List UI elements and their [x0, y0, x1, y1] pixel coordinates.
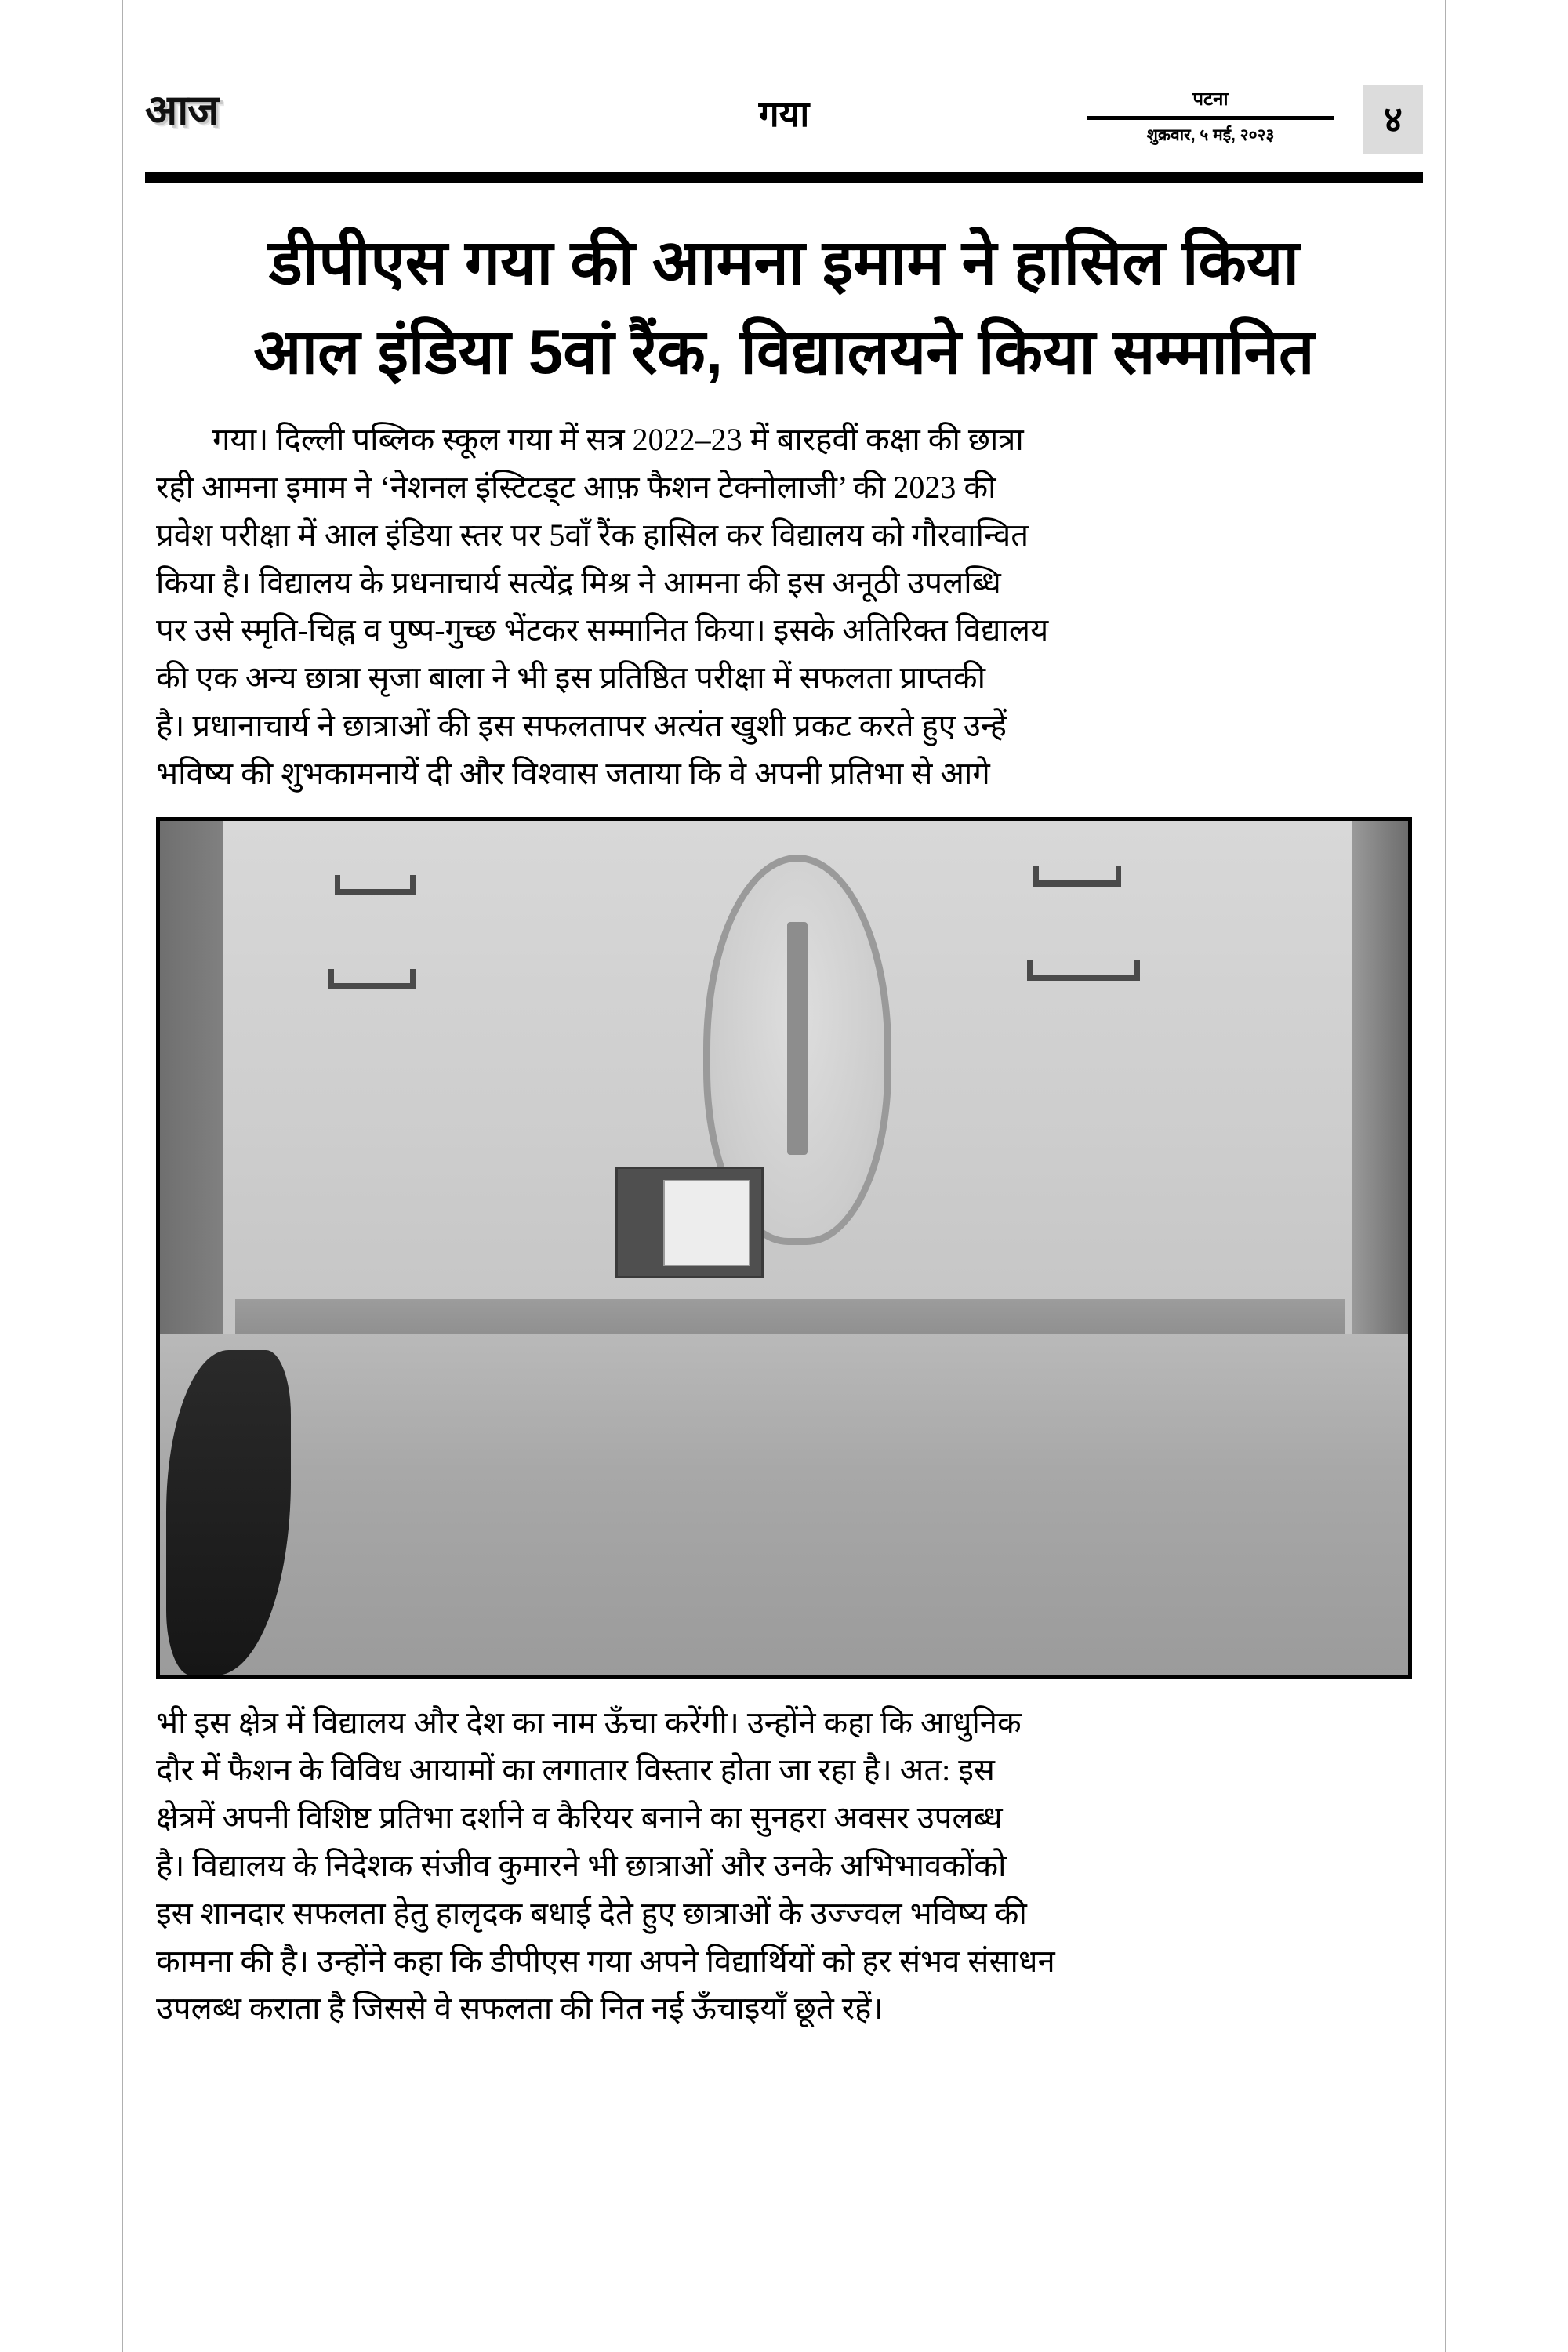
paragraph-line: पर उसे स्मृति-चिह्न व पुष्प-गुच्छ भेंटकर सम्मानित किया। इसके अतिरिक्त विद्यालय — [156, 612, 1049, 648]
photo-wall-left-panel — [160, 821, 223, 1385]
headline-line-2: आल इंडिया 5वां रैंक, विद्यालयने किया सम्मानित — [253, 316, 1315, 387]
masthead-inner — [145, 85, 1423, 160]
paragraph-line: कामना की है। उन्होंने कहा कि डीपीएस गया अपने विद्यार्थियों को हर संभव संसाधन — [156, 1943, 1055, 1979]
page-number-badge: ४ — [1363, 85, 1423, 154]
headline-line-1: डीपीएस गया की आमना इमाम ने हासिल किया — [268, 227, 1300, 297]
article-photo — [156, 817, 1412, 1679]
paragraph-line: इस शानदार सफलता हेतु हालृदक बधाई देते हुए छात्राओं के उज्ज्वल भविष्य की — [156, 1895, 1027, 1931]
paragraph-line: उपलब्ध कराता है जिससे वे सफलता की नित नई ऊँचाइयाँ छूते रहें। — [156, 1991, 884, 2027]
paragraph-line: क्षेत्रमें अपनी विशिष्ट प्रतिभा दर्शाने व कैरियर बनाने का सुनहरा अवसर उपलब्ध — [156, 1800, 1003, 1836]
content-column — [123, 0, 1445, 2352]
publication-date: शुक्रवार, ५ मई, २०२३ — [1146, 126, 1275, 144]
date-block-divider — [1087, 116, 1334, 120]
paragraph-line: रही आमना इमाम ने ‘नेशनल इंस्टिटड्ट आफ़ फैशन टेक्नोलाजी’ की 2023 की — [156, 469, 996, 505]
paragraph-line: गया। दिल्ली पब्लिक स्कूल गया में सत्र 2022–23 में बारहवीं कक्षा की छात्रा — [212, 422, 1024, 458]
photo-wall-bracket — [1027, 975, 1139, 981]
article-headline — [154, 218, 1414, 396]
article-paragraph-2 — [156, 1700, 1412, 2034]
masthead — [123, 0, 1445, 187]
newspaper-logo[interactable]: आज — [145, 87, 219, 134]
masthead-rule — [145, 172, 1423, 183]
photo-canvas — [160, 821, 1408, 1675]
paragraph-line: दौर में फैशन के विविध आयामों का लगातार विस्तार होता जा रहा है। अत: इस — [156, 1752, 995, 1788]
paragraph-line: की एक अन्य छात्रा सृजा बाला ने भी इस प्रतिष्ठित परीक्षा में सफलता प्राप्तकी — [156, 660, 985, 696]
edition-place-label: पटना — [1192, 89, 1229, 110]
paragraph-line: है। विद्यालय के निदेशक संजीव कुमारने भी छात्राओं और उनके अभिभावकोंको — [156, 1847, 1007, 1883]
photo-wall-bracket — [1033, 880, 1120, 887]
photo-curtain-right — [1352, 821, 1408, 1419]
paragraph-line: प्रवेश परीक्षा में आल इंडिया स्तर पर 5वाँ रैंक हासिल कर विद्यालय को गौरवान्वित — [156, 517, 1029, 553]
edition-city-title: गया — [758, 93, 810, 134]
date-block — [1081, 88, 1340, 145]
page-border-right — [1445, 0, 1446, 2352]
photo-wall-bracket — [328, 983, 416, 989]
paragraph-line: भविष्य की शुभकामनायें दी और विश्वास जताया कि वे अपनी प्रतिभा से आगे — [156, 755, 990, 791]
article-paragraph-1 — [156, 416, 1412, 797]
photo-award-plaque — [615, 1167, 764, 1278]
photo-floor — [160, 1334, 1408, 1675]
paragraph-line: किया है। विद्यालय के प्रधनाचार्य सत्येंद्र मिश्र ने आमना की इस अनूठी उपलब्धि — [156, 564, 1001, 601]
photo-wall-bracket — [335, 889, 416, 895]
paragraph-line: भी इस क्षेत्र में विद्यालय और देश का नाम ऊँचा करेंगी। उन्होंने कहा कि आधुनिक — [156, 1704, 1022, 1740]
paragraph-line: है। प्रधानाचार्य ने छात्राओं की इस सफलतापर अत्यंत खुशी प्रकट करते हुए उन्हें — [156, 707, 1007, 743]
